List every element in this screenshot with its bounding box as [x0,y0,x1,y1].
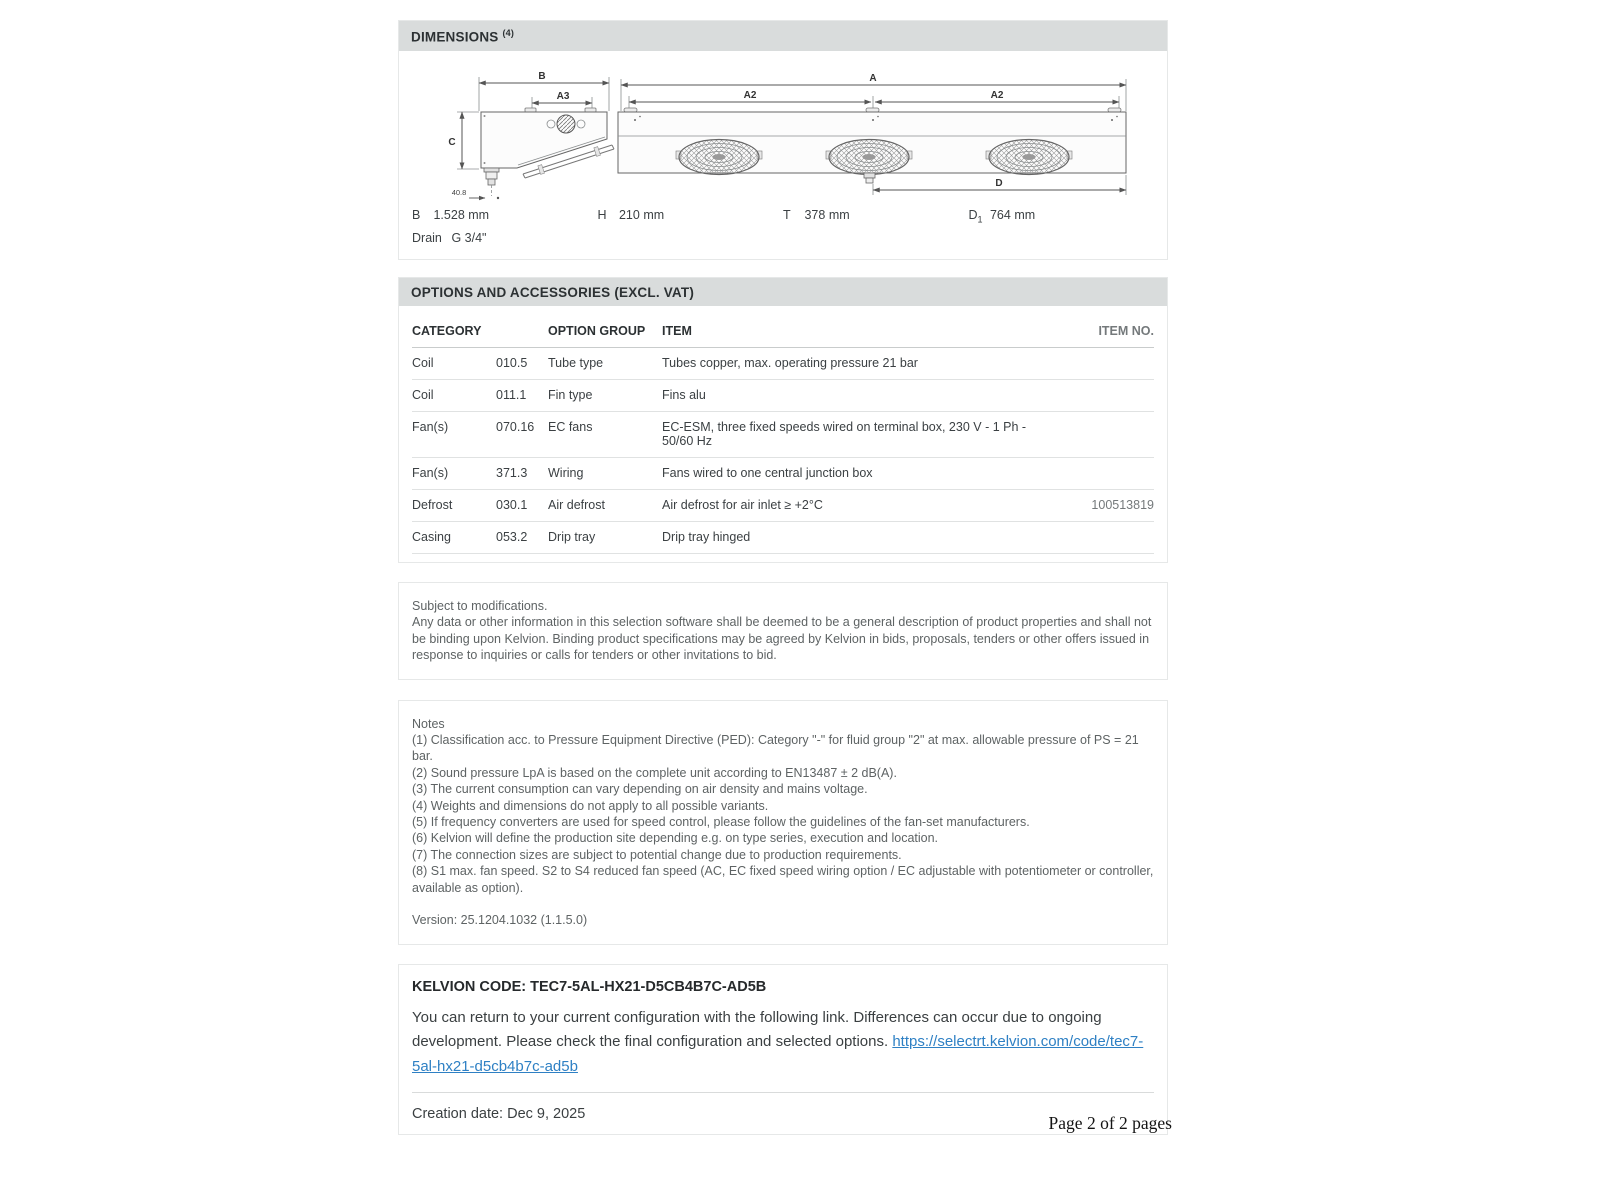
dim-label-d: D [995,177,1003,189]
front-view-drawing [618,73,1126,195]
table-row: Coil 011.1 Fin type Fins alu [412,380,1154,412]
note-item: (1) Classification acc. to Pressure Equipment Directive (PED): Category "-" for fluid group "2" at max. allowable pressure of PS = 21 bar. [412,733,1139,764]
page-number-footer: Page 2 of 2 pages [1048,1113,1172,1133]
side-view-body [481,112,607,168]
dimensions-title-superscript: (4) [502,28,515,38]
note-item: (2) Sound pressure LpA is based on the complete unit according to EN13487 ± 2 dB(A). [412,765,897,780]
document-content [398,20,1168,1135]
dim-label-a: A [869,72,877,84]
drain-label: Drain [412,231,442,245]
kelvion-code-title: KELVION CODE: TEC7-5AL-HX21-D5CB4B7C-AD5B [412,978,767,995]
dimension-value-b: B 1.528 mm [412,207,490,222]
dimension-value-h: H 210 mm [597,207,665,222]
options-section-header [399,278,1167,306]
dim-label-b: B [538,70,546,82]
dimension-value-d1: $D_1$ 764 mm [968,207,1036,224]
dimensions-title: DIMENSIONS [411,29,499,45]
table-row: Defrost 030.1 Air defrost Air defrost for air inlet ≥ +2°C 100513819 [412,490,1154,522]
table-row: Fan(s) 070.16 EC fans EC-ESM, three fixed speeds wired on terminal box, 230 V - 1 Ph - 50/60 Hz [412,412,1154,458]
options-table [412,318,1154,554]
note-item: (3) The current consumption can vary depending on air density and mains voltage. [412,782,868,797]
side-fan-motor [557,115,575,133]
dim-label-a2-right: A2 [990,89,1004,101]
column-item: ITEM [662,324,692,338]
dimensions-section [398,20,1168,260]
note-item: (7) The connection sizes are subject to potential change due to production requirements. [412,847,902,862]
dimension-drawing [399,51,1167,206]
dim-label-a3: A3 [556,90,570,102]
column-item-no: ITEM NO. [1098,324,1154,338]
options-section [398,277,1168,563]
front-drain-fitting [864,173,875,183]
kelvion-code-text: You can return to your current configuration with the following link. Differences can occur due to ongoing development. Please check the final configuration and selected options. [412,1008,1102,1050]
note-item: (5) If frequency converters are used for speed control, please follow the guidelines of the fan-set manufacturers. [412,815,1030,830]
table-row: Casing 053.2 Drip tray Drip tray hinged [412,522,1154,554]
dimension-values-row [399,206,1167,225]
side-view-drawing [448,71,614,199]
version-text: Version: 25.1204.1032 (1.1.5.0) [412,913,588,928]
options-table-header-row [412,318,1154,348]
table-row: Fan(s) 371.3 Wiring Fans wired to one central junction box [412,458,1154,490]
drain-value-row [399,224,1167,259]
note-item: (8) S1 max. fan speed. S2 to S4 reduced fan speed (AC, EC fixed speed wiring option / EC adjustable with potentiometer or controller, available as option). [412,864,1154,895]
notes-title: Notes [412,716,445,731]
dim-label-a2-left: A2 [743,89,757,101]
column-option-group: OPTION GROUP [548,324,646,338]
unit-technical-drawing [399,53,1169,201]
note-item: (4) Weights and dimensions do not apply to all possible variants. [412,798,769,813]
kelvion-code-section [398,964,1168,1136]
options-title: OPTIONS AND ACCESSORIES (EXCL. VAT) [411,285,695,300]
creation-date: Creation date: Dec 9, 2025 [412,1106,586,1122]
column-category: CATEGORY [412,324,482,338]
dim-label-c: C [448,136,456,148]
disclaimer-section [398,582,1168,680]
kelvion-code-paragraph [412,1006,1154,1080]
dimension-value-t: T 378 mm [783,207,850,222]
table-row: Coil 010.5 Tube type Tubes copper, max. operating pressure 21 bar [412,348,1154,380]
dim-label-offset: 40.8 [451,187,467,197]
note-item: (6) Kelvion will define the production site depending e.g. on type series, execution and location. [412,831,939,846]
configuration-link[interactable]: https://selectrt.kelvion.com/code/tec7-5al-hx21-d5cb4b7c-ad5b [412,1033,1144,1075]
drain-value: G 3/4" [451,231,487,245]
disclaimer-line1: Subject to modifications. [412,599,548,613]
disclaimer-line2: Any data or other information in this selection software shall be deemed to be a general description of product properties and shall not be binding upon Kelvion. Binding product specifications may be agreed by Kelvion in bids, proposals, tenders or other offers issued in response to inquiries or calls for tenders or other invitations to bid. [412,615,1152,663]
notes-section [398,700,1168,945]
kelvion-divider [412,1092,1154,1093]
side-drain-fitting [484,168,499,196]
dimensions-section-header [399,21,1167,51]
